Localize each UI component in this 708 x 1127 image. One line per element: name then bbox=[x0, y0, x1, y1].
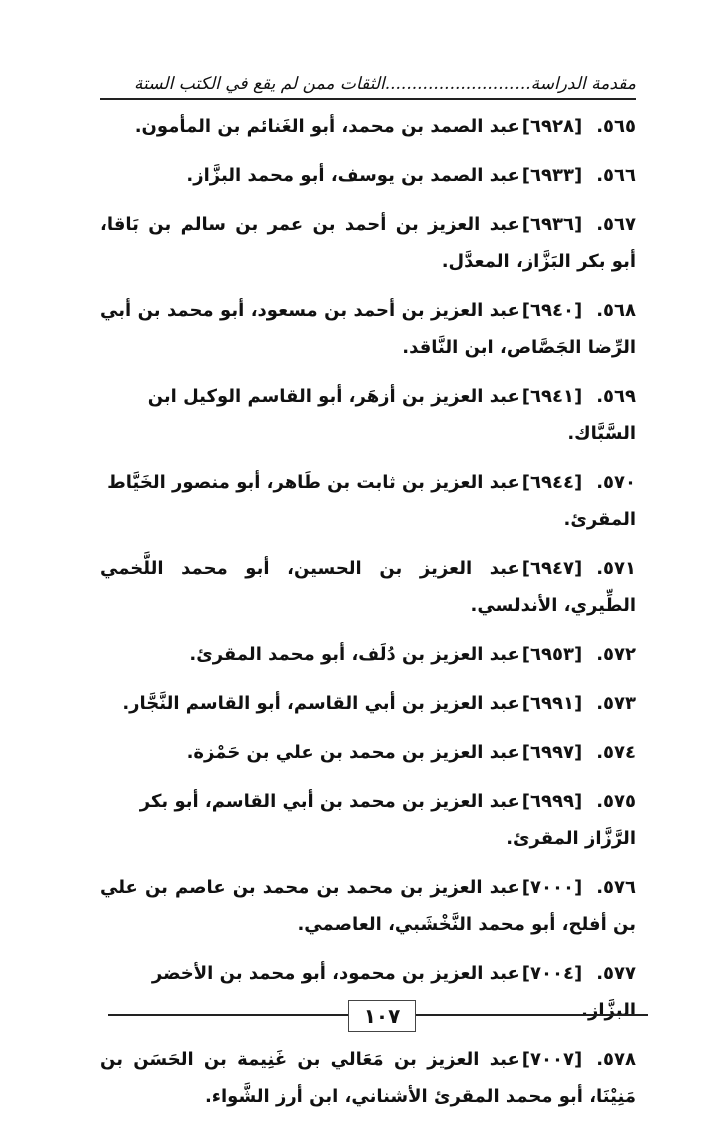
list-item bbox=[100, 206, 636, 280]
entry-text: عبد الصمد بن يوسف، أبو محمد البزَّاز. bbox=[186, 165, 520, 186]
entry-number: ٥٦٧. bbox=[596, 214, 636, 235]
entry-text: عبد العزيز بن محمد بن أبي القاسم، أبو بكر الرَّزَّاز المقرئ. bbox=[139, 791, 636, 849]
entry-number: ٥٧٤. bbox=[596, 742, 636, 763]
entry-reference: [٦٩٣٦] bbox=[521, 214, 583, 235]
entry-number: ٥٧٨. bbox=[596, 1049, 636, 1070]
entry-text: عبد العزيز بن محمد بن علي بن حَمْزة. bbox=[186, 742, 520, 763]
entry-number: ٥٧٠. bbox=[596, 472, 636, 493]
entry-reference: [٦٩٩١] bbox=[521, 693, 583, 714]
list-item bbox=[100, 550, 636, 624]
entry-text: عبد العزيز بن محمد بن محمد بن عاصم بن علي بن أفلح، أبو محمد النَّخْشَبي، العاصمي. bbox=[100, 877, 636, 935]
list-item bbox=[100, 157, 636, 194]
entry-reference: [٦٩٩٩] bbox=[521, 791, 583, 812]
entry-text: عبد العزيز بن محمود، أبو محمد بن الأخضر البزَّاز. bbox=[151, 963, 636, 1021]
entry-number: ٥٧٣. bbox=[596, 693, 636, 714]
entry-number: ٥٦٥. bbox=[596, 116, 636, 137]
page-number: ١٠٧ bbox=[348, 1000, 416, 1032]
entry-text: عبد العزيز بن ثابت بن طَاهر، أبو منصور الخَيَّاط المقرئ. bbox=[107, 472, 636, 530]
entry-text: عبد العزيز بن أبي القاسم، أبو القاسم النَّجَّار. bbox=[122, 693, 520, 714]
entry-list bbox=[100, 108, 636, 1127]
list-item bbox=[100, 1041, 636, 1115]
entry-reference: [٦٩٢٨] bbox=[521, 116, 583, 137]
entry-number: ٥٧١. bbox=[596, 558, 636, 579]
entry-reference: [٦٩٤٧] bbox=[521, 558, 583, 579]
running-header bbox=[100, 58, 636, 100]
entry-number: ٥٦٩. bbox=[596, 386, 636, 407]
list-item bbox=[100, 378, 636, 452]
entry-reference: [٧٠٠٠] bbox=[521, 877, 583, 898]
list-item bbox=[100, 292, 636, 366]
entry-reference: [٧٠٠٤] bbox=[521, 963, 583, 984]
entry-number: ٥٦٦. bbox=[596, 165, 636, 186]
entry-reference: [٧٠٠٧] bbox=[521, 1049, 583, 1070]
entry-reference: [٦٩٤٤] bbox=[521, 472, 583, 493]
entry-number: ٥٧٥. bbox=[596, 791, 636, 812]
entry-text: عبد العزيز بن دُلَف، أبو محمد المقرئ. bbox=[189, 644, 520, 665]
entry-number: ٥٧٧. bbox=[596, 963, 636, 984]
list-item bbox=[100, 108, 636, 145]
entry-text: عبد العزيز بن أحمد بن مسعود، أبو محمد بن أبي الرِّضا الجَصَّاص، ابن النَّاقد. bbox=[100, 300, 636, 358]
entry-number: ٥٦٨. bbox=[596, 300, 636, 321]
list-item bbox=[100, 783, 636, 857]
list-item bbox=[100, 685, 636, 722]
entry-reference: [٦٩٥٣] bbox=[521, 644, 583, 665]
entry-text: عبد العزيز بن أحمد بن عمر بن سالم بن بَاقا، أبو بكر البَزَّاز، المعدَّل. bbox=[100, 214, 636, 272]
entry-text: عبد العزيز بن أزهَر، أبو القاسم الوكيل ابن السَّبَّاك. bbox=[147, 386, 636, 444]
entry-reference: [٦٩٩٧] bbox=[521, 742, 583, 763]
list-item bbox=[100, 464, 636, 538]
entry-number: ٥٧٢. bbox=[596, 644, 636, 665]
header-title: مقدمة الدراسة...........................الثقات ممن لم يقع في الكتب الستة bbox=[134, 74, 636, 94]
entry-text: عبد الصمد بن محمد، أبو الغَنائم بن المأمون. bbox=[134, 116, 520, 137]
entry-text: عبد العزيز بن مَعَالي بن غَنِيمة بن الحَسَن بن مَنِيْنَا، أبو محمد المقرئ الأشناني، ابن أرز الشَّواء. bbox=[100, 1049, 636, 1107]
entry-reference: [٦٩٤١] bbox=[521, 386, 583, 407]
entry-number: ٥٧٦. bbox=[596, 877, 636, 898]
entry-reference: [٦٩٤٠] bbox=[521, 300, 583, 321]
list-item bbox=[100, 636, 636, 673]
list-item bbox=[100, 734, 636, 771]
list-item bbox=[100, 869, 636, 943]
entry-reference: [٦٩٣٣] bbox=[521, 165, 583, 186]
entry-text: عبد العزيز بن الحسين، أبو محمد اللَّخمي الطِّيري، الأندلسي. bbox=[100, 558, 636, 616]
